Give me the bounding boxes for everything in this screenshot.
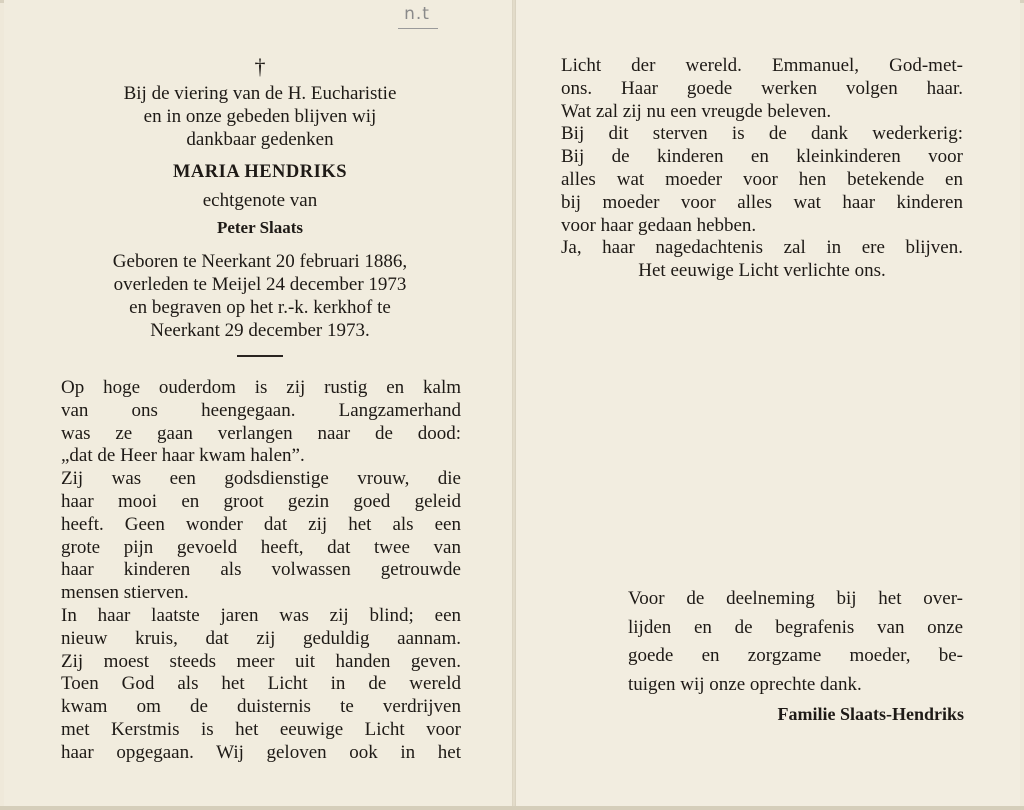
spouse-label: echtgenote van <box>202 190 318 211</box>
body-line: kwam om de duisternis te verdrijven <box>61 696 461 718</box>
body-line: nieuw kruis, dat zij geduldig aannam. <box>61 627 461 649</box>
dates-line: Neerkant 29 december 1973. <box>150 320 370 341</box>
spouse-name: Peter Slaats <box>216 218 304 237</box>
body-line: haar opgegaan. Wij geloven ook in het <box>61 741 461 763</box>
left-body-text <box>61 377 461 765</box>
body-line: Op hoge ouderdom is zij rustig en kalm <box>61 377 461 398</box>
body-line: van ons heengegaan. Langzamerhand <box>61 399 461 421</box>
body-line: Wat zal zij nu een vreugde beleven. <box>561 100 832 122</box>
deceased-name: MARIA HENDRIKS <box>172 162 348 182</box>
body-line: haar kinderen als volwassen getrouwde <box>61 559 461 581</box>
body-line: Zij moest steeds meer uit handen geven. <box>61 650 461 672</box>
life-dates <box>60 250 460 342</box>
pencil-note-underline <box>398 28 438 29</box>
body-line: mensen stierven. <box>61 582 189 604</box>
card-bottom-edge <box>0 806 1024 810</box>
thanks-line: Voor de deelneming bij het over- <box>628 588 963 609</box>
dates-line: Geboren te Neerkant 20 februari 1886, <box>112 251 408 272</box>
intro-line: dankbaar gedenken <box>186 129 334 150</box>
body-line: Zij was een godsdienstige vrouw, die <box>61 468 461 490</box>
body-line: alles wat moeder voor hen betekende en <box>561 168 963 190</box>
pencil-note: n.t <box>404 4 430 24</box>
body-line: „dat de Heer haar kwam halen”. <box>61 445 305 467</box>
body-line: Bij dit sterven is de dank wederkerig: <box>561 123 963 145</box>
body-line: Toen God als het Licht in de wereld <box>61 673 461 695</box>
dates-line: overleden te Meijel 24 december 1973 <box>113 274 407 295</box>
closing-line: Het eeuwige Licht verlichte ons. <box>638 260 886 282</box>
body-line: In haar laatste jaren was zij blind; een <box>61 604 461 626</box>
body-line: bij moeder voor alles wat haar kinderen <box>561 191 963 213</box>
body-line: voor haar gedaan hebben. <box>561 214 757 236</box>
right-body-text <box>561 55 963 283</box>
thanks-line: tuigen wij onze oprechte dank. <box>628 673 862 695</box>
body-line: Ja, haar nagedachtenis zal in ere blijven. <box>561 237 963 259</box>
body-line: was ze gaan verlangen naar de dood: <box>61 422 461 444</box>
cross-icon: † <box>254 54 266 79</box>
body-line: heeft. Geen wonder dat zij het als een <box>61 513 461 535</box>
intro-line: Bij de viering van de H. Eucharistie <box>123 83 397 104</box>
body-line: haar mooi en groot gezin goed geleid <box>61 490 461 512</box>
body-line: ons. Haar goede werken volgen haar. <box>561 77 963 99</box>
intro-text <box>60 82 460 151</box>
section-divider <box>237 355 283 357</box>
family-signature: Familie Slaats-Hendriks <box>777 704 964 724</box>
thanks-line: goede en zorgzame moeder, be- <box>628 645 963 666</box>
thanks-line: lijden en de begrafenis van onze <box>628 616 963 638</box>
body-line: grote pijn gevoeld heeft, dat twee van <box>61 536 461 558</box>
thanks-text <box>628 585 963 699</box>
body-line: met Kerstmis is het eeuwige Licht voor <box>61 718 461 740</box>
body-line: Bij de kinderen en kleinkinderen voor <box>561 146 963 168</box>
intro-line: en in onze gebeden blijven wij <box>143 106 377 127</box>
body-line: Licht der wereld. Emmanuel, God-met- <box>561 55 963 76</box>
dates-line: en begraven op het r.-k. kerkhof te <box>129 297 391 318</box>
